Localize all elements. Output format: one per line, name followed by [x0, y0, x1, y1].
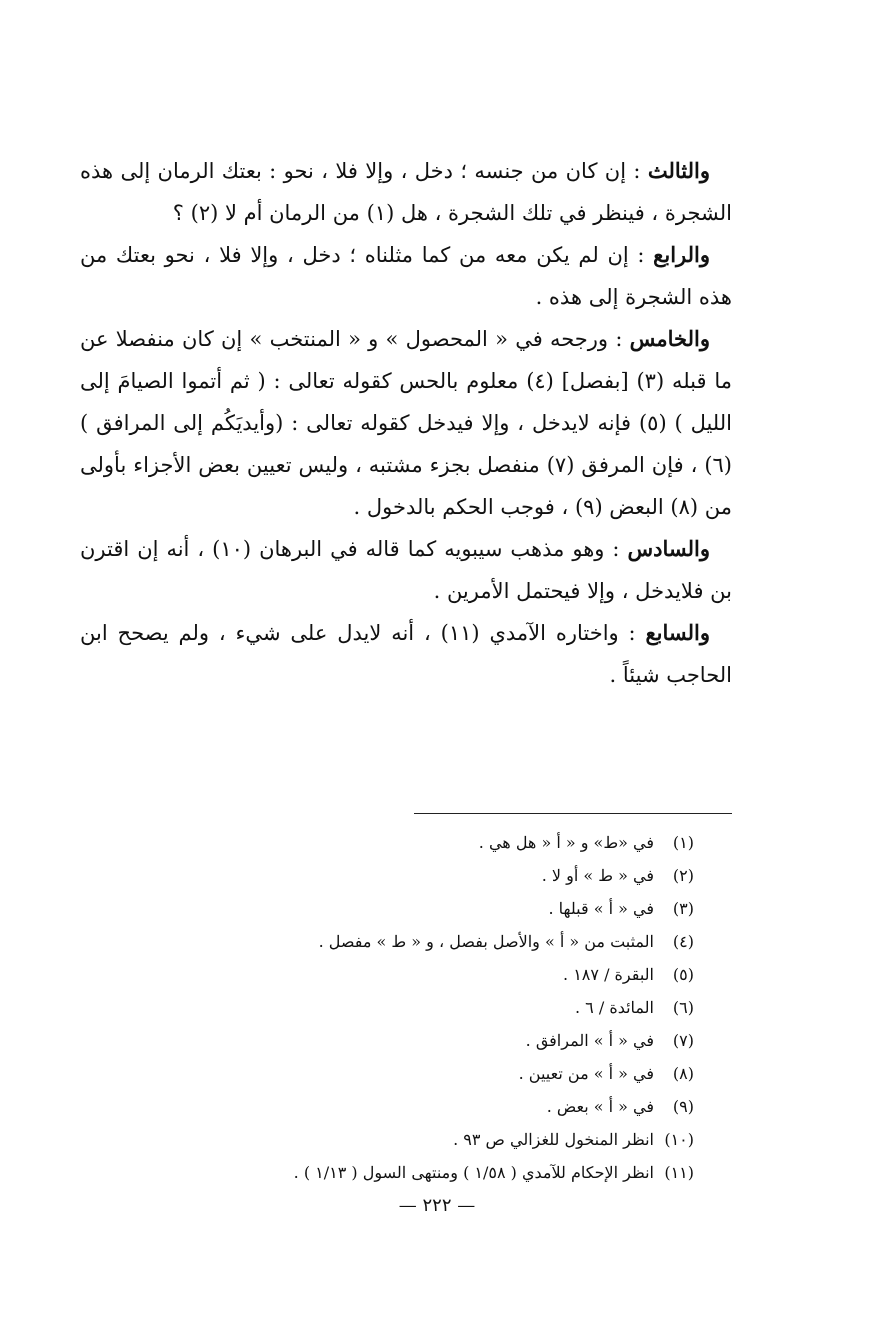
footnote-number: (١)	[672, 833, 694, 852]
page-number: — ٢٢٢ —	[398, 1195, 476, 1216]
paragraph-text: : ورجحه في « المحصول » و « المنتخب » إن كان منفصلا عن ما قبله (٣) [بفصل] (٤) معلوم بالحس كقوله تعالى : ( ثم أتموا الصيامَ إلى الليل ) (٥) فإنه لايدخل ، وإلا فيدخل كقوله تعالى : (وأيديَكُم إلى المرافق ) (٦) ، فإن المرفق (٧) منفصل بجزء مشتبه ، وليس تعيين بعض الأجزاء بأولى من (٨) البعض (٩) ، فوجب الحكم بالدخول .	[80, 327, 732, 519]
footnote-number: (٥)	[672, 965, 694, 984]
footnote-text: انظر المنخول للغزالي ص ٩٣ .	[453, 1130, 654, 1149]
paragraph-text: : إن كان من جنسه ؛ دخل ، وإلا فلا ، نحو : بعتك الرمان إلى هذه الشجرة ، فينظر في تلك الشجرة ، هل (١) من الرمان أم لا (٢) ؟	[80, 159, 732, 225]
footnote-item	[134, 1090, 694, 1123]
footnote-text: المثبت من « أ » والأصل بفصل ، و « ط » مفصل .	[318, 932, 654, 951]
footnote-item	[134, 1156, 694, 1189]
footnote-item	[134, 991, 694, 1024]
footnote-item	[134, 925, 694, 958]
footnote-text: في « ط » أو لا .	[541, 866, 654, 885]
footnote-text: انظر الإحكام للآمدي ( ١/٥٨ ) ومنتهى السول ( ١/١٣ ) .	[293, 1163, 654, 1182]
footnote-number: (١١)	[664, 1163, 694, 1182]
paragraph-third-opinion	[80, 150, 732, 234]
footnote-text: البقرة / ١٨٧ .	[563, 965, 654, 984]
footnote-item	[134, 1057, 694, 1090]
paragraph-seventh-opinion	[80, 612, 732, 696]
paragraph-lead-word: والخامس	[629, 326, 710, 351]
footnote-text: في « أ » بعض .	[546, 1097, 654, 1116]
paragraph-text: : واختاره الآمدي (١١) ، أنه لايدل على شيء ، ولم يصحح ابن الحاجب شيئاً .	[80, 621, 732, 687]
paragraph-fourth-opinion	[80, 234, 732, 318]
footnote-text: في « أ » المرافق .	[525, 1031, 654, 1050]
paragraph-fifth-opinion	[80, 318, 732, 528]
paragraph-sixth-opinion	[80, 528, 732, 612]
footnote-number: (٤)	[672, 932, 694, 951]
footnote-text: في « أ » من تعيين .	[518, 1064, 654, 1083]
footnote-number: (١٠)	[664, 1130, 694, 1149]
footnote-item	[134, 1024, 694, 1057]
footnote-number: (٩)	[672, 1097, 694, 1116]
footnote-item	[134, 958, 694, 991]
paragraph-lead-word: والثالث	[647, 158, 710, 183]
paragraph-text: : إن لم يكن معه من كما مثلناه ؛ دخل ، وإلا فلا ، نحو بعتك من هذه الشجرة إلى هذه .	[80, 243, 732, 309]
paragraph-lead-word: والسادس	[627, 536, 710, 561]
paragraph-lead-word: والسابع	[645, 620, 710, 645]
footnote-text: في « أ » قبلها .	[548, 899, 654, 918]
paragraph-text: : وهو مذهب سيبويه كما قاله في البرهان (١٠) ، أنه إن اقترن بن فلايدخل ، وإلا فيحتمل الأمرين .	[80, 537, 732, 603]
footnote-item	[134, 826, 694, 859]
footnote-number: (٣)	[672, 899, 694, 918]
footnote-text: المائدة / ٦ .	[574, 998, 654, 1017]
main-text-body	[80, 150, 732, 696]
footnote-number: (٢)	[672, 866, 694, 885]
footnote-number: (٧)	[672, 1031, 694, 1050]
paragraph-lead-word: والرابع	[653, 242, 710, 267]
footnote-number: (٦)	[672, 998, 694, 1017]
footnote-text: في «ط» و « أ « هل هي .	[478, 833, 654, 852]
footnote-item	[134, 892, 694, 925]
footnote-divider	[414, 813, 732, 814]
footnote-number: (٨)	[672, 1064, 694, 1083]
footnote-item	[134, 1123, 694, 1156]
footnotes-list	[134, 826, 694, 1189]
footnote-item	[134, 859, 694, 892]
